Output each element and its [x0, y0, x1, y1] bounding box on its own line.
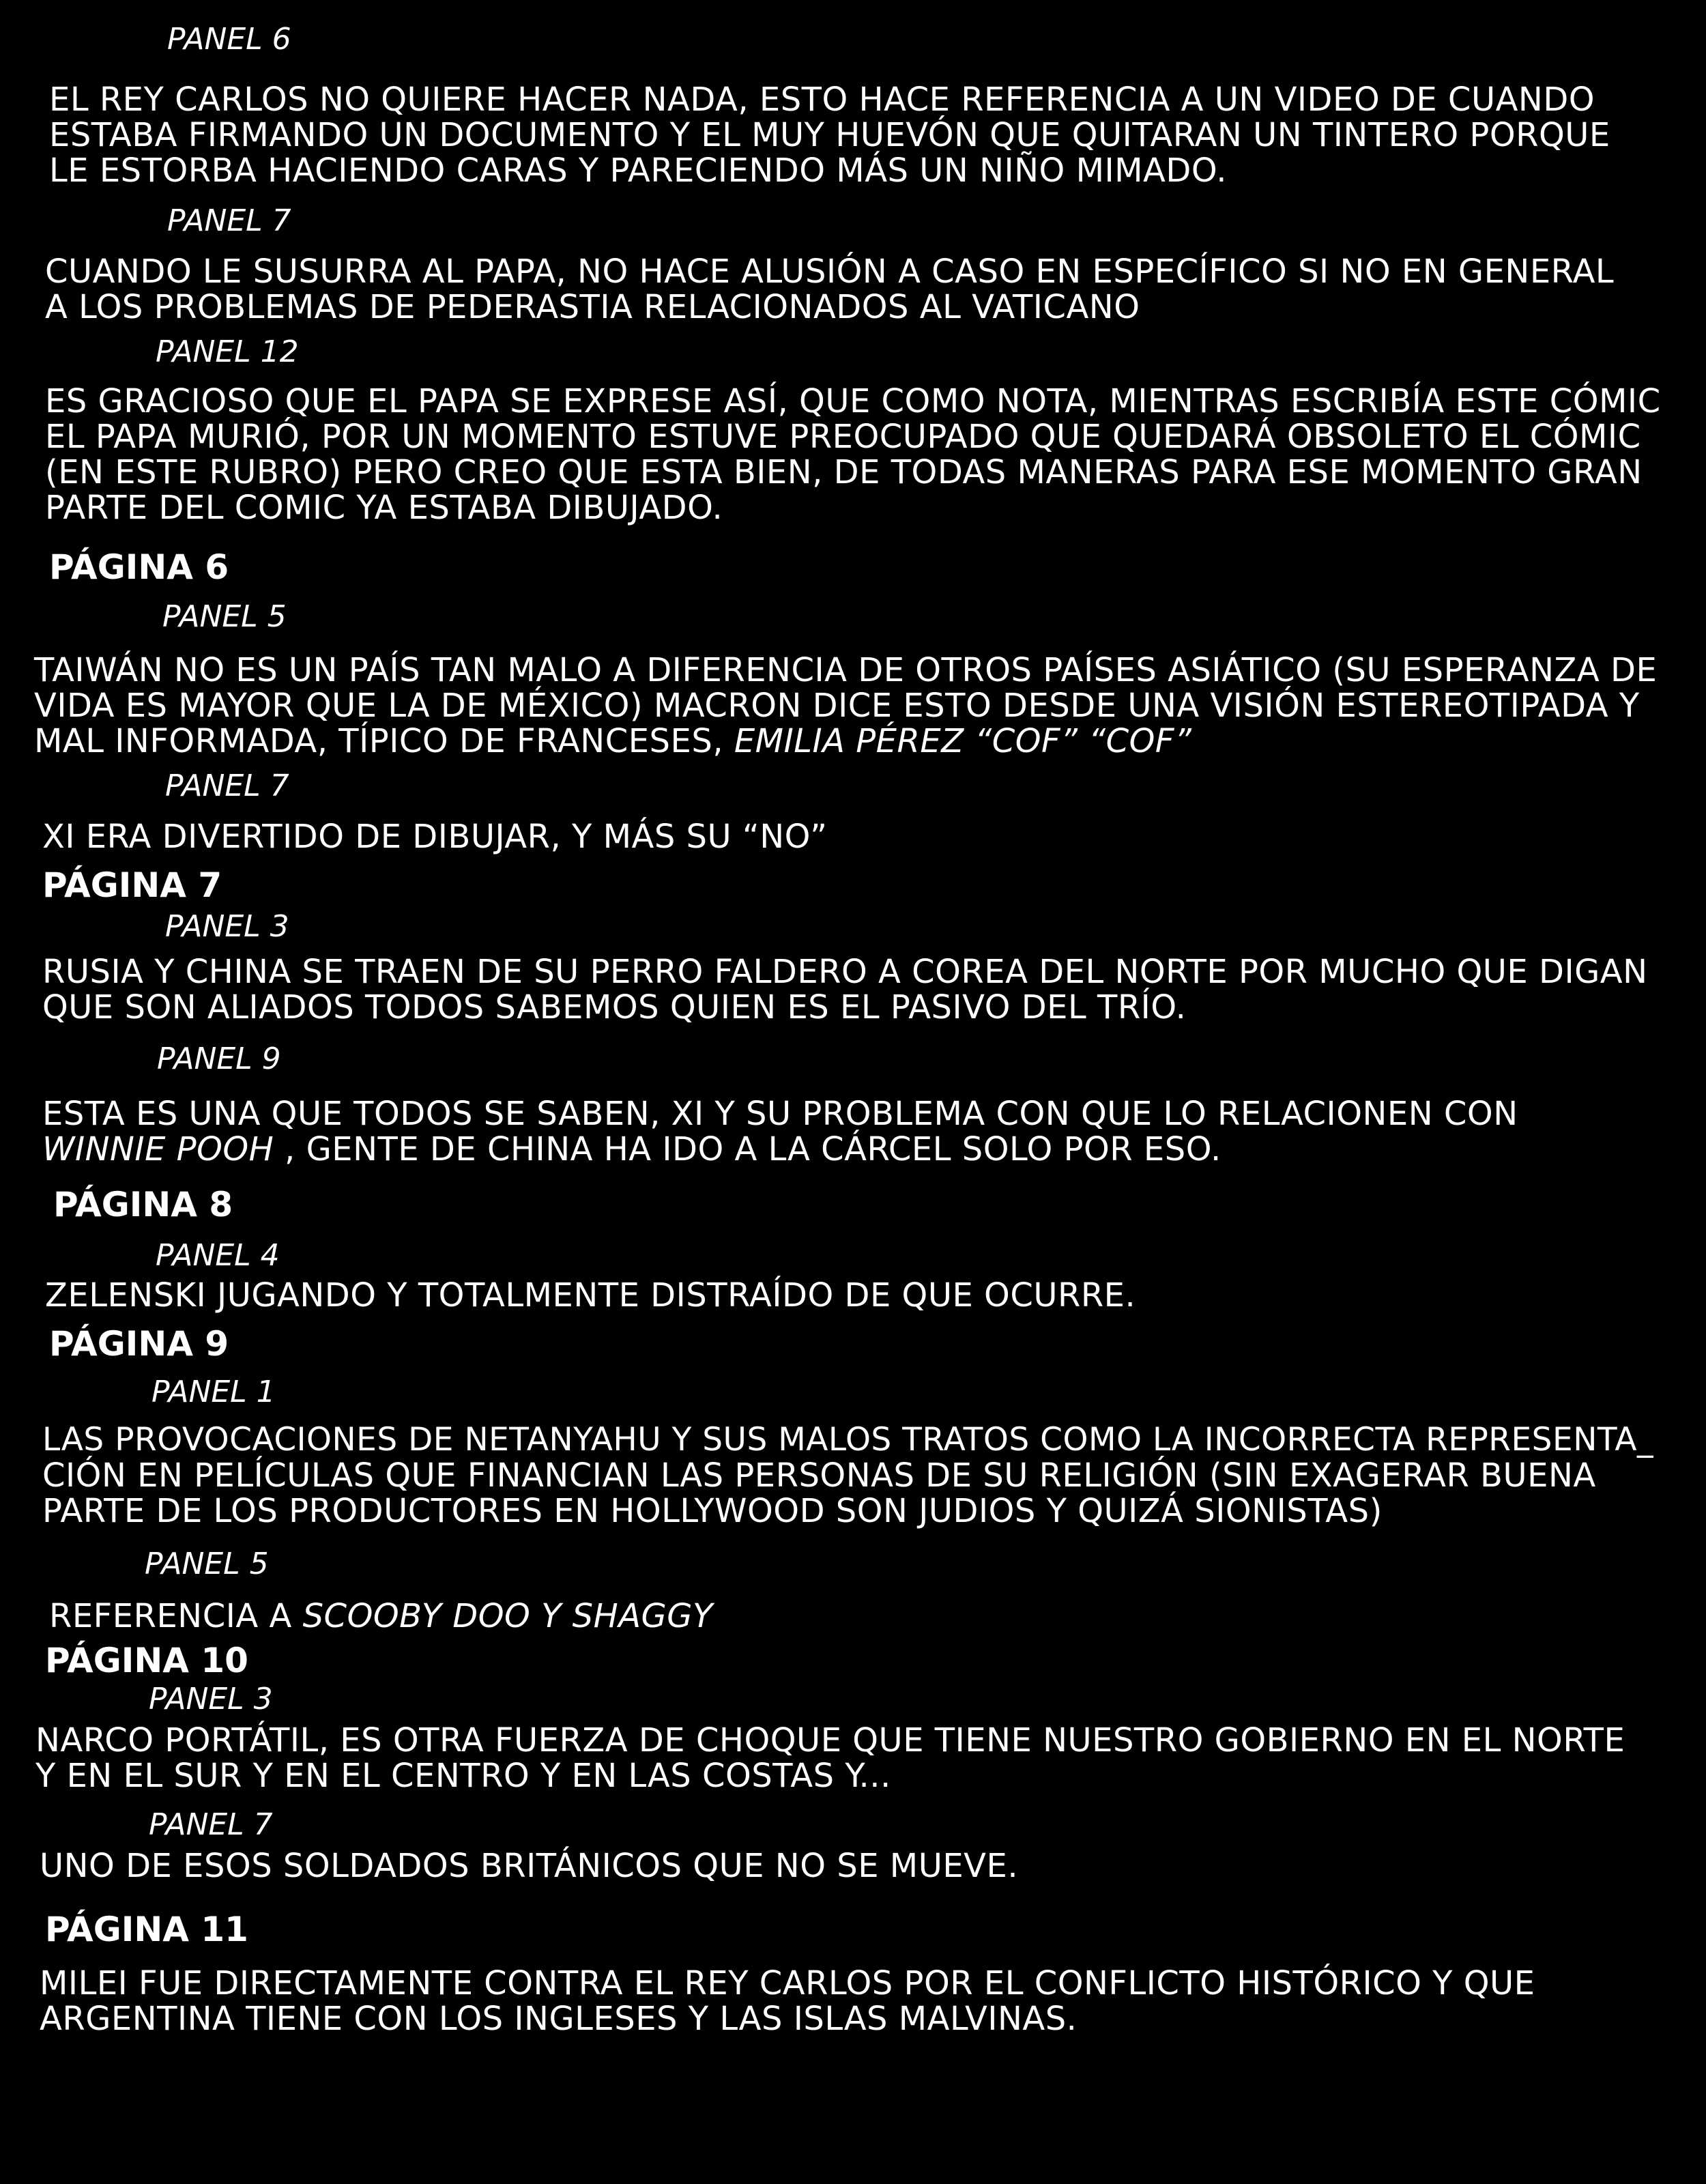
panel-heading: PANEL 4 [156, 1238, 280, 1273]
note-line: ZELENSKI JUGANDO Y TOTALMENTE DISTRAÍDO DE QUE OCURRE. [45, 1276, 1136, 1314]
note-line: PARTE DEL COMIC YA ESTABA DIBUJADO. [45, 489, 723, 527]
note-line: CIÓN EN PELÍCULAS QUE FINANCIAN LAS PERSONAS DE SU RELIGIÓN (SIN EXAGERAR BUENA [42, 1456, 1596, 1495]
italic-reference: SCOOBY DOO Y SHAGGY [302, 1597, 713, 1635]
note-line: LE ESTORBA HACIENDO CARAS Y PARECIENDO MÁS UN NIÑO MIMADO. [49, 152, 1227, 190]
note-line: XI ERA DIVERTIDO DE DIBUJAR, Y MÁS SU “NO” [42, 818, 828, 856]
note-line: A LOS PROBLEMAS DE PEDERASTIA RELACIONADOS AL VATICANO [45, 288, 1140, 326]
panel-heading: PANEL 5 [145, 1547, 269, 1581]
note-line: ESTABA FIRMANDO UN DOCUMENTO Y EL MUY HUEVÓN QUE QUITARAN UN TINTERO PORQUE [49, 116, 1610, 154]
panel-heading: PANEL 3 [165, 909, 289, 944]
note-line: NARCO PORTÁTIL, ES OTRA FUERZA DE CHOQUE QUE TIENE NUESTRO GOBIERNO EN EL NORTE [35, 1721, 1625, 1759]
page-heading: PÁGINA 9 [49, 1324, 229, 1364]
note-line [34, 722, 1192, 760]
note-line [42, 1130, 1221, 1168]
note-line: CUANDO LE SUSURRA AL PAPA, NO HACE ALUSIÓN A CASO EN ESPECÍFICO SI NO EN GENERAL [45, 253, 1615, 291]
note-line: MILEI FUE DIRECTAMENTE CONTRA EL REY CARLOS POR EL CONFLICTO HISTÓRICO Y QUE [40, 1964, 1535, 2002]
note-line: UNO DE ESOS SOLDADOS BRITÁNICOS QUE NO SE MUEVE. [40, 1847, 1019, 1885]
note-line: TAIWÁN NO ES UN PAÍS TAN MALO A DIFERENCIA DE OTROS PAÍSES ASIÁTICO (SU ESPERANZA DE [34, 651, 1658, 689]
note-line: PARTE DE LOS PRODUCTORES EN HOLLYWOOD SON JUDIOS Y QUIZÁ SIONISTAS) [42, 1492, 1383, 1530]
page-heading: PÁGINA 7 [42, 865, 222, 905]
page-heading: PÁGINA 6 [49, 547, 229, 587]
note-line: ARGENTINA TIENE CON LOS INGLESES Y LAS ISLAS MALVINAS. [40, 2000, 1078, 2038]
panel-heading: PANEL 7 [149, 1807, 273, 1842]
panel-heading: PANEL 1 [151, 1375, 276, 1409]
note-line: EL REY CARLOS NO QUIERE HACER NADA, ESTO HACE REFERENCIA A UN VIDEO DE CUANDO [49, 81, 1595, 119]
page-heading: PÁGINA 10 [45, 1641, 248, 1680]
page-heading: PÁGINA 8 [53, 1185, 233, 1224]
italic-reference: EMILIA PÉREZ “COF” “COF” [734, 722, 1192, 760]
panel-heading: PANEL 6 [167, 22, 291, 57]
note-line: (EN ESTE RUBRO) PERO CREO QUE ESTA BIEN, DE TODAS MANERAS PARA ESE MOMENTO GRAN [45, 453, 1643, 491]
note-line: Y EN EL SUR Y EN EL CENTRO Y EN LAS COSTAS Y... [35, 1757, 891, 1795]
note-line: VIDA ES MAYOR QUE LA DE MÉXICO) MACRON DICE ESTO DESDE UNA VISIÓN ESTEREOTIPADA Y [34, 687, 1640, 725]
panel-heading: PANEL 7 [165, 768, 289, 803]
panel-heading: PANEL 12 [156, 334, 299, 369]
note-text: REFERENCIA A [49, 1597, 292, 1635]
panel-heading: PANEL 9 [157, 1041, 281, 1076]
panel-heading: PANEL 5 [162, 599, 287, 634]
italic-reference: WINNIE POOH [42, 1130, 274, 1168]
note-text: MAL INFORMADA, TÍPICO DE FRANCESES, [34, 722, 724, 760]
note-line: QUE SON ALIADOS TODOS SABEMOS QUIEN ES EL PASIVO DEL TRÍO. [42, 988, 1187, 1026]
note-line: EL PAPA MURIÓ, POR UN MOMENTO ESTUVE PREOCUPADO QUE QUEDARÁ OBSOLETO EL CÓMIC [45, 418, 1641, 456]
note-text: , GENTE DE CHINA HA IDO A LA CÁRCEL SOLO POR ESO. [285, 1130, 1221, 1168]
note-line [49, 1597, 713, 1635]
note-line: ESTA ES UNA QUE TODOS SE SABEN, XI Y SU PROBLEMA CON QUE LO RELACIONEN CON [42, 1095, 1518, 1133]
panel-heading: PANEL 7 [167, 203, 291, 238]
note-line: LAS PROVOCACIONES DE NETANYAHU Y SUS MALOS TRATOS COMO LA INCORRECTA REPRESENTA_ [42, 1421, 1654, 1459]
note-line: ES GRACIOSO QUE EL PAPA SE EXPRESE ASÍ, QUE COMO NOTA, MIENTRAS ESCRIBÍA ESTE CÓMIC [45, 382, 1661, 420]
page-heading: PÁGINA 11 [45, 1910, 248, 1949]
note-line: RUSIA Y CHINA SE TRAEN DE SU PERRO FALDERO A COREA DEL NORTE POR MUCHO QUE DIGAN [42, 953, 1648, 991]
panel-heading: PANEL 3 [149, 1682, 273, 1716]
